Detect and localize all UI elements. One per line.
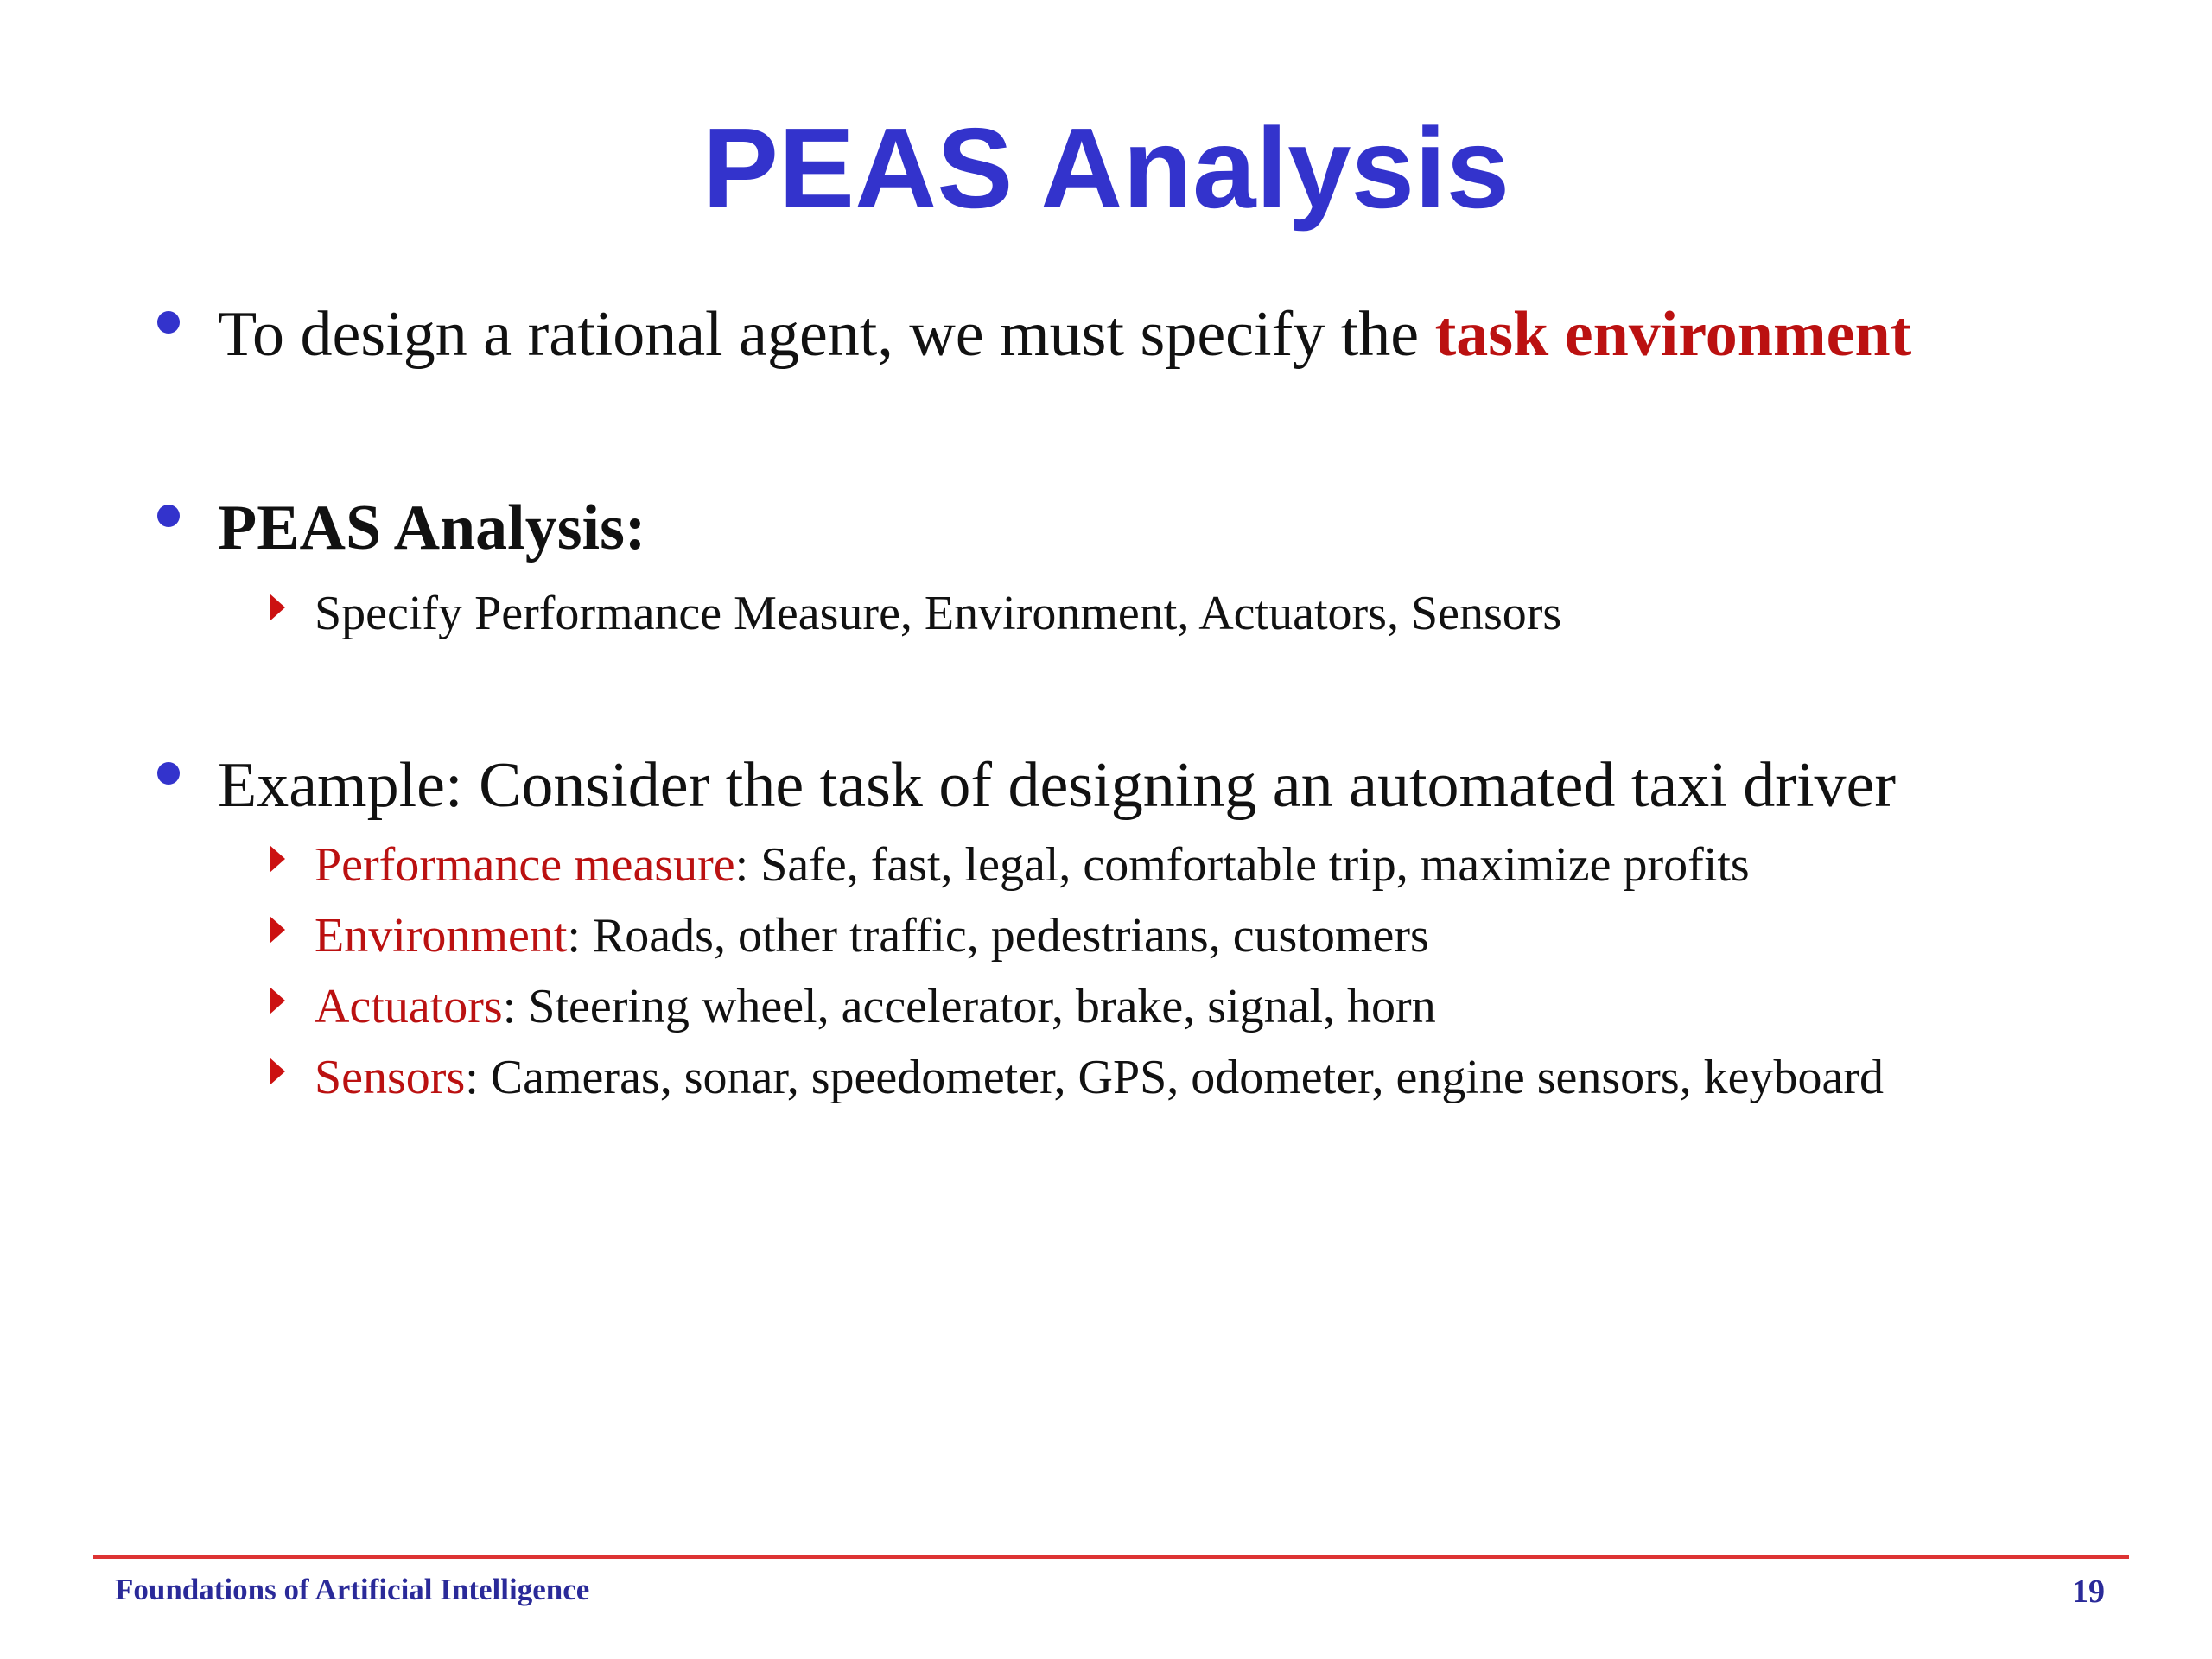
bullet-2-sub-1: Specify Performance Measure, Environment, Actuators, Sensors [315,587,1562,640]
bullet-1-highlight: task environment [1434,299,1912,370]
bullet-dot-icon [157,505,180,527]
sub-bullet-arrow-icon [270,845,285,873]
bullet-1-text-plain: To design a rational agent, we must specify the [218,299,1435,370]
sub-desc: : Roads, other traffic, pedestrians, customers [567,909,1429,963]
sub-bullet-arrow-icon [270,594,285,621]
sub-term: Performance measure [315,838,735,892]
bullet-1-text [218,296,1911,373]
bullet-dot-icon [157,762,180,785]
sub-bullet-arrow-icon [270,987,285,1014]
page-number: 19 [2072,1573,2105,1610]
sub-term: Sensors [315,1051,466,1104]
footer-divider [93,1555,2129,1559]
sub-bullet-arrow-icon [270,1058,285,1085]
sub-term: Actuators [315,980,503,1033]
slide-title: PEAS Analysis [702,105,1510,232]
bullet-2-heading: PEAS Analysis: [218,493,646,563]
sub-bullet-arrow-icon [270,916,285,944]
sub-desc: : Safe, fast, legal, comfortable trip, maximize profits [734,838,1750,892]
bullet-3-sub-environment [315,906,1429,966]
footer-course-title: Foundations of Artificial Intelligence [115,1573,590,1606]
sub-desc: : Cameras, sonar, speedometer, GPS, odometer, engine sensors, keyboard [465,1051,1884,1104]
bullet-3-sub-actuators [315,976,1436,1037]
bullet-3-sub-sensors [315,1047,1884,1108]
bullet-3-text: Example: Consider the task of designing an automated taxi driver [218,750,1896,821]
sub-term: Environment [315,909,568,963]
sub-desc: : Steering wheel, accelerator, brake, signal, horn [502,980,1436,1033]
bullet-3-sub-performance [315,835,1750,895]
bullet-dot-icon [157,311,180,334]
